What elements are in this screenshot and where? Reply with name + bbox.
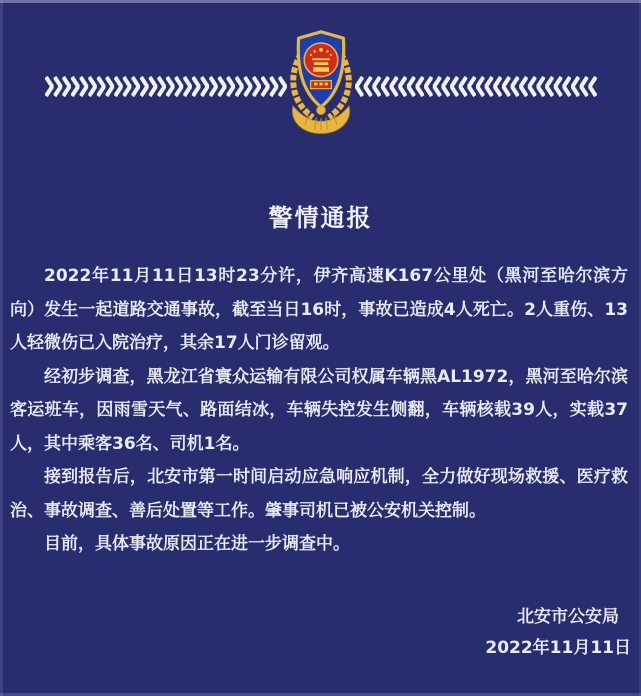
signature-date: 2022年11月11日: [485, 637, 631, 658]
police-badge-icon: [281, 27, 361, 139]
notice-paragraph-1: 2022年11月11日13时23分许，伊齐高速K167公里处（黑河至哈尔滨方向）发生一起道路交通事故，截至当日16时，事故已造成4人死亡。2人重伤、13人轻微伤已入院治疗，其余17人门诊留观。: [10, 266, 628, 353]
notice-paragraph-2: 经初步调查，黑龙江省寰众运输有限公司权属车辆黑AL1972，黑河至哈尔滨客运班车，因雨雪天气、路面结冰，车辆失控发生侧翻，车辆核载39人，实载37人，其中乘客36名、司机1名。: [10, 366, 628, 454]
notice-paragraph-4: 目前，具体事故原因正在进一步调查中。: [44, 534, 350, 554]
notice-signature: [0, 602, 641, 664]
notice-header: [0, 0, 641, 152]
signature-agency: 北安市公安局: [517, 606, 619, 627]
notice-body: [0, 260, 641, 562]
chevrons-right-icon: [45, 76, 287, 97]
notice-title: 警情通报: [268, 204, 373, 232]
chevrons-left-icon: [355, 76, 597, 97]
notice-paragraph-3: 接到报告后，北安市第一时间启动应急响应机制，全力做好现场救援、医疗救治、事故调查、善后处置等工作。肇事司机已被公安机关控制。: [10, 467, 628, 521]
